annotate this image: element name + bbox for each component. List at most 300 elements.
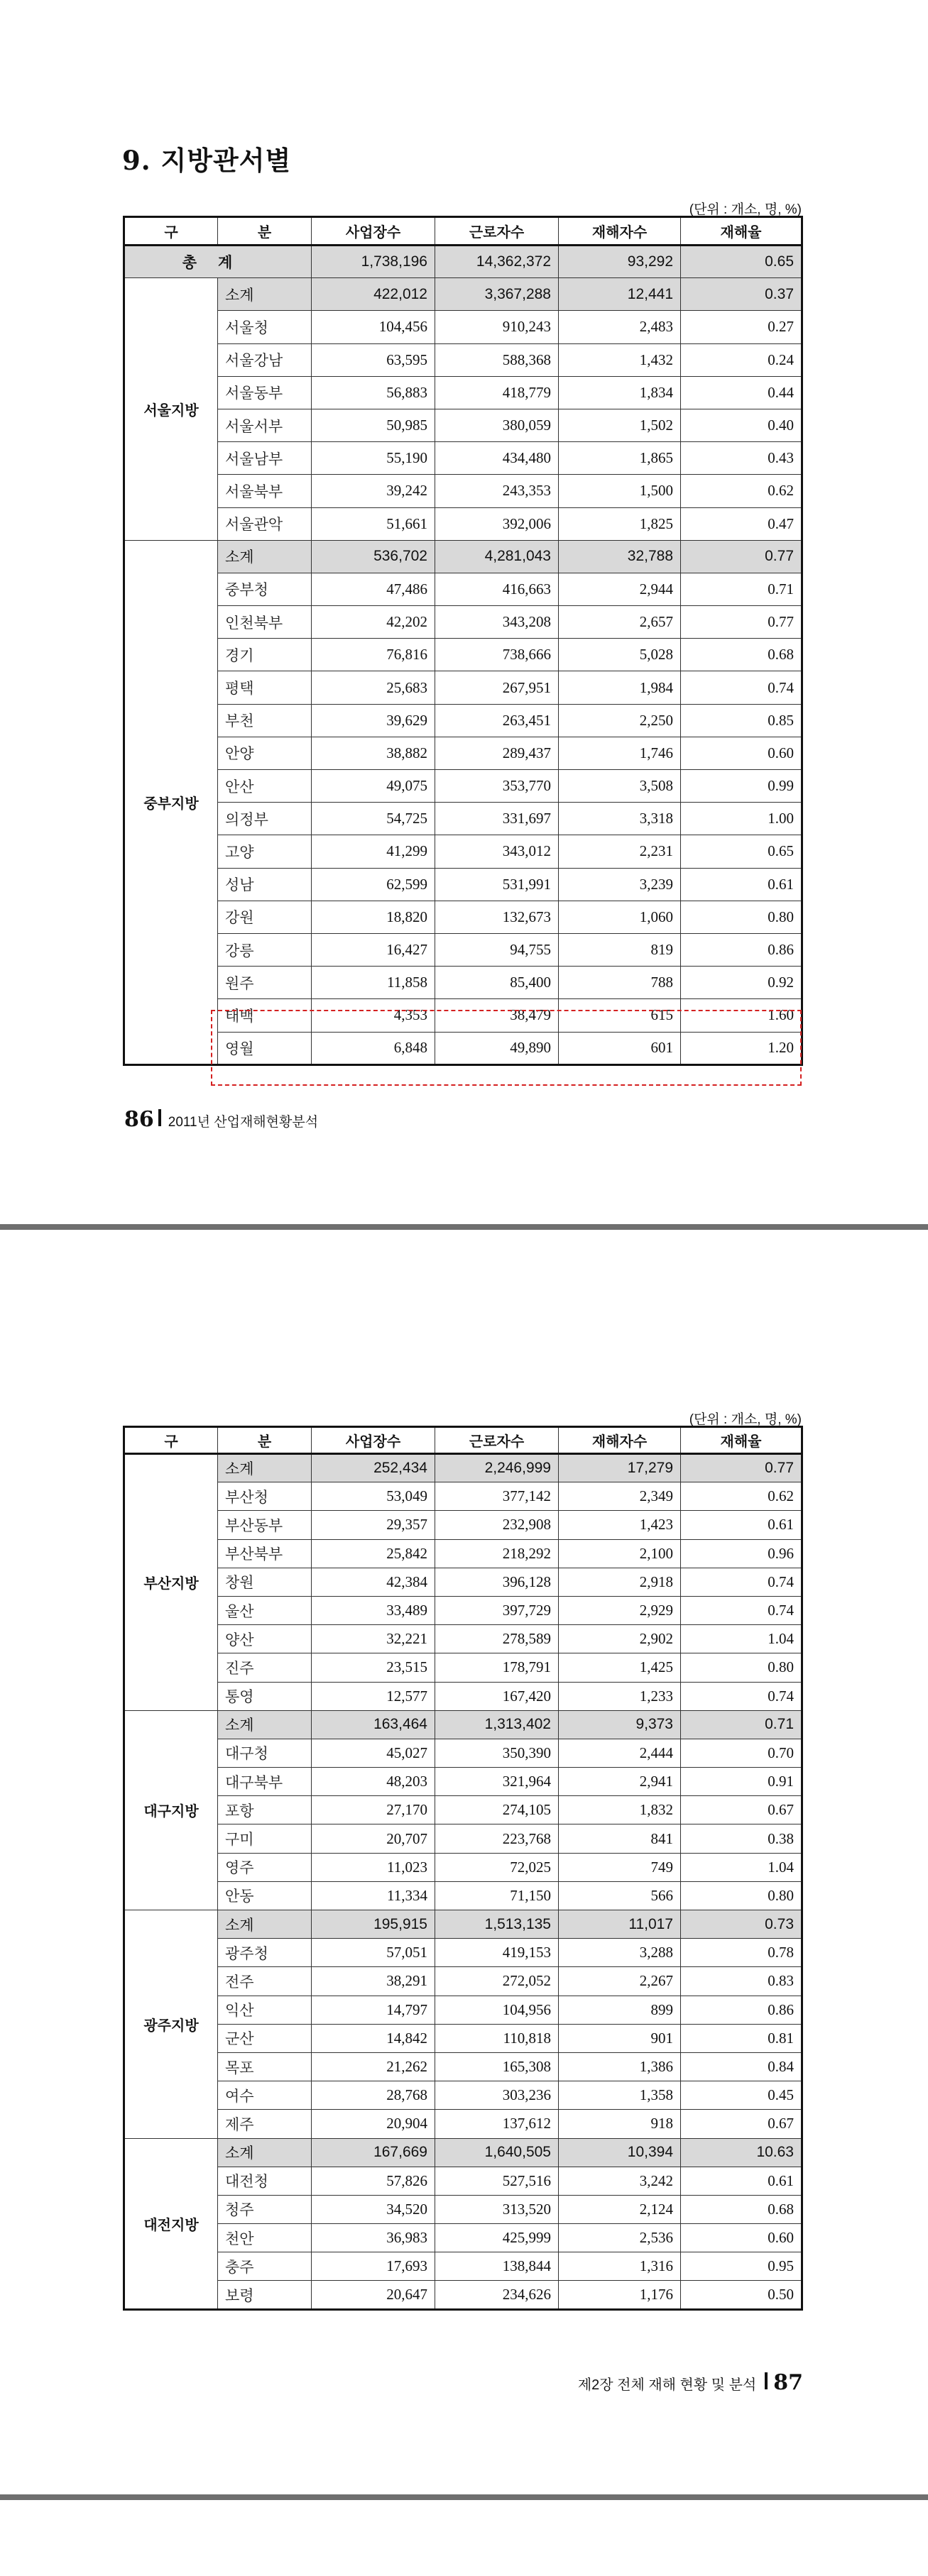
- workers-cell: 274,105: [435, 1796, 559, 1824]
- office-name: 목포: [218, 2052, 312, 2081]
- table-row: [124, 1682, 802, 1710]
- workers-cell: 343,208: [435, 606, 559, 639]
- injured-cell: 1,386: [559, 2052, 681, 2081]
- injury-rate-cell: 0.71: [681, 1710, 802, 1739]
- workplaces-cell: 14,842: [312, 2024, 435, 2052]
- table-row: [124, 507, 802, 540]
- total-row: [124, 246, 802, 278]
- injury-rate-cell: 0.91: [681, 1768, 802, 1796]
- workers-cell: 321,964: [435, 1768, 559, 1796]
- workers-cell: 234,626: [435, 2281, 559, 2309]
- workplaces-cell: 33,489: [312, 1596, 435, 1624]
- table-row: [124, 737, 802, 769]
- page-footer: [124, 1107, 318, 1132]
- injured-cell: 1,358: [559, 2081, 681, 2110]
- page-separator-bottom: [0, 2494, 928, 2500]
- subtotal-label: 소계: [218, 278, 312, 311]
- workers-cell: 3,367,288: [435, 278, 559, 311]
- workers-cell: 738,666: [435, 639, 559, 671]
- injury-rate-cell: 0.80: [681, 1653, 802, 1682]
- injured-cell: 9,373: [559, 1710, 681, 1739]
- office-name: 천안: [218, 2224, 312, 2252]
- injured-cell: 3,318: [559, 803, 681, 835]
- workplaces-cell: 167,669: [312, 2138, 435, 2167]
- workers-cell: 434,480: [435, 442, 559, 475]
- table-row: [124, 1511, 802, 1539]
- injured-cell: 17,279: [559, 1454, 681, 1482]
- injury-rate-cell: 0.84: [681, 2052, 802, 2081]
- injury-rate-cell: 0.62: [681, 475, 802, 507]
- workplaces-cell: 163,464: [312, 1710, 435, 1739]
- table-row: [124, 343, 802, 376]
- injury-rate-cell: 1.00: [681, 803, 802, 835]
- workplaces-cell: 41,299: [312, 835, 435, 868]
- workers-cell: 1,313,402: [435, 1710, 559, 1739]
- injured-cell: 2,100: [559, 1539, 681, 1568]
- table-row: [124, 770, 802, 803]
- workers-cell: 343,012: [435, 835, 559, 868]
- regional-office-table-87: [123, 1426, 803, 2311]
- workers-cell: 278,589: [435, 1625, 559, 1653]
- table-row: [124, 1768, 802, 1796]
- injury-rate-cell: 0.86: [681, 933, 802, 966]
- workplaces-cell: 20,647: [312, 2281, 435, 2309]
- table-row: [124, 376, 802, 409]
- injury-rate-cell: 0.92: [681, 967, 802, 999]
- workplaces-cell: 11,023: [312, 1853, 435, 1881]
- subtotal-row: [124, 1910, 802, 1939]
- injury-rate-cell: 0.74: [681, 1568, 802, 1596]
- subtotal-label: 소계: [218, 2138, 312, 2167]
- subtotal-label: 소계: [218, 540, 312, 573]
- workers-cell: 138,844: [435, 2252, 559, 2281]
- injured-cell: 2,231: [559, 835, 681, 868]
- workers-cell: 2,246,999: [435, 1454, 559, 1482]
- subtotal-row: [124, 540, 802, 573]
- table-row: [124, 573, 802, 605]
- workers-cell: 85,400: [435, 967, 559, 999]
- table-row: [124, 967, 802, 999]
- workplaces-cell: 49,075: [312, 770, 435, 803]
- injured-cell: 2,902: [559, 1625, 681, 1653]
- workplaces-cell: 54,725: [312, 803, 435, 835]
- office-name: 의정부: [218, 803, 312, 835]
- workers-cell: 178,791: [435, 1653, 559, 1682]
- office-name: 양산: [218, 1625, 312, 1653]
- injury-rate-cell: 0.74: [681, 1596, 802, 1624]
- workplaces-cell: 11,858: [312, 967, 435, 999]
- injured-cell: 5,028: [559, 639, 681, 671]
- subtotal-row: [124, 278, 802, 311]
- workers-cell: 272,052: [435, 1967, 559, 1996]
- injury-rate-cell: 0.60: [681, 2224, 802, 2252]
- injured-cell: 918: [559, 2110, 681, 2138]
- injured-cell: 10,394: [559, 2138, 681, 2167]
- injured-cell: 12,441: [559, 278, 681, 311]
- injury-rate-cell: 0.86: [681, 1996, 802, 2024]
- table-row: [124, 1853, 802, 1881]
- injury-rate-cell: 0.40: [681, 409, 802, 441]
- table-row: [124, 933, 802, 966]
- workers-cell: 110,818: [435, 2024, 559, 2052]
- injury-rate-cell: 0.65: [681, 246, 802, 278]
- workplaces-cell: 50,985: [312, 409, 435, 441]
- workplaces-cell: 17,693: [312, 2252, 435, 2281]
- workers-cell: 418,779: [435, 376, 559, 409]
- table-row: [124, 1796, 802, 1824]
- injured-cell: 1,984: [559, 671, 681, 704]
- office-name: 인천북부: [218, 606, 312, 639]
- office-name: 부산청: [218, 1482, 312, 1511]
- injured-cell: 11,017: [559, 1910, 681, 1939]
- workplaces-cell: 20,904: [312, 2110, 435, 2138]
- workplaces-cell: 39,242: [312, 475, 435, 507]
- subtotal-label: 소계: [218, 1910, 312, 1939]
- workplaces-cell: 20,707: [312, 1824, 435, 1853]
- workplaces-cell: 11,334: [312, 1881, 435, 1910]
- workers-cell: 232,908: [435, 1511, 559, 1539]
- office-name: 서울동부: [218, 376, 312, 409]
- injured-cell: 819: [559, 933, 681, 966]
- header-injured: 재해자수: [559, 217, 681, 246]
- table-row: [124, 1996, 802, 2024]
- injured-cell: 2,250: [559, 704, 681, 737]
- workers-cell: 331,697: [435, 803, 559, 835]
- table-row: [124, 1032, 802, 1064]
- workplaces-cell: 38,882: [312, 737, 435, 769]
- workers-cell: 137,612: [435, 2110, 559, 2138]
- workplaces-cell: 63,595: [312, 343, 435, 376]
- injury-rate-cell: 1.04: [681, 1853, 802, 1881]
- table-row: [124, 639, 802, 671]
- office-name: 광주청: [218, 1939, 312, 1967]
- office-name: 울산: [218, 1596, 312, 1624]
- footer-text: 제2장 전체 재해 현황 및 분석: [577, 2377, 757, 2393]
- injured-cell: 2,483: [559, 311, 681, 343]
- injury-rate-cell: 0.67: [681, 2110, 802, 2138]
- office-name: 평택: [218, 671, 312, 704]
- office-name: 제주: [218, 2110, 312, 2138]
- office-name: 부천: [218, 704, 312, 737]
- workers-cell: 419,153: [435, 1939, 559, 1967]
- injury-rate-cell: 0.67: [681, 1796, 802, 1824]
- workplaces-cell: 45,027: [312, 1739, 435, 1767]
- injured-cell: 3,288: [559, 1939, 681, 1967]
- table-row: [124, 409, 802, 441]
- injury-rate-cell: 0.70: [681, 1739, 802, 1767]
- workers-cell: 303,236: [435, 2081, 559, 2110]
- workers-cell: 588,368: [435, 343, 559, 376]
- workers-cell: 392,006: [435, 507, 559, 540]
- workplaces-cell: 422,012: [312, 278, 435, 311]
- table-row: [124, 311, 802, 343]
- subtotal-label: 소계: [218, 1710, 312, 1739]
- workers-cell: 1,513,135: [435, 1910, 559, 1939]
- table-row: [124, 2081, 802, 2110]
- workers-cell: 380,059: [435, 409, 559, 441]
- injury-rate-cell: 0.80: [681, 1881, 802, 1910]
- injured-cell: 1,423: [559, 1511, 681, 1539]
- office-name: 중부청: [218, 573, 312, 605]
- workplaces-cell: 4,353: [312, 999, 435, 1032]
- injury-rate-cell: 0.61: [681, 1511, 802, 1539]
- injury-rate-cell: 0.77: [681, 540, 802, 573]
- office-name: 여수: [218, 2081, 312, 2110]
- injured-cell: 2,536: [559, 2224, 681, 2252]
- injury-rate-cell: 0.74: [681, 1682, 802, 1710]
- workers-cell: 218,292: [435, 1539, 559, 1568]
- workplaces-cell: 48,203: [312, 1768, 435, 1796]
- injured-cell: 1,865: [559, 442, 681, 475]
- table-row: [124, 2110, 802, 2138]
- injury-rate-cell: 0.80: [681, 901, 802, 933]
- injured-cell: 841: [559, 1824, 681, 1853]
- unit-note: (단위 : 개소, 명, %): [689, 202, 802, 217]
- injured-cell: 2,944: [559, 573, 681, 605]
- office-name: 경기: [218, 639, 312, 671]
- workplaces-cell: 536,702: [312, 540, 435, 573]
- injured-cell: 566: [559, 1881, 681, 1910]
- injury-rate-cell: 1.60: [681, 999, 802, 1032]
- table-row: [124, 1824, 802, 1853]
- workers-cell: 263,451: [435, 704, 559, 737]
- workplaces-cell: 42,384: [312, 1568, 435, 1596]
- workplaces-cell: 55,190: [312, 442, 435, 475]
- office-name: 영월: [218, 1032, 312, 1064]
- total-label: 총계: [124, 246, 312, 278]
- workplaces-cell: 12,577: [312, 1682, 435, 1710]
- workers-cell: 267,951: [435, 671, 559, 704]
- injured-cell: 2,918: [559, 1568, 681, 1596]
- injured-cell: 615: [559, 999, 681, 1032]
- workplaces-cell: 28,768: [312, 2081, 435, 2110]
- injured-cell: 601: [559, 1032, 681, 1064]
- injured-cell: 2,267: [559, 1967, 681, 1996]
- header-injury-rate: 재해율: [681, 217, 802, 246]
- injured-cell: 1,746: [559, 737, 681, 769]
- workplaces-cell: 76,816: [312, 639, 435, 671]
- header-gu: 구: [124, 1427, 218, 1454]
- workers-cell: 72,025: [435, 1853, 559, 1881]
- office-name: 원주: [218, 967, 312, 999]
- injured-cell: 749: [559, 1853, 681, 1881]
- injury-rate-cell: 0.38: [681, 1824, 802, 1853]
- workplaces-cell: 23,515: [312, 1653, 435, 1682]
- office-name: 구미: [218, 1824, 312, 1853]
- injury-rate-cell: 0.45: [681, 2081, 802, 2110]
- office-name: 창원: [218, 1568, 312, 1596]
- workers-cell: 397,729: [435, 1596, 559, 1624]
- workplaces-cell: 47,486: [312, 573, 435, 605]
- table-row: [124, 901, 802, 933]
- workplaces-cell: 21,262: [312, 2052, 435, 2081]
- subtotal-row: [124, 1454, 802, 1482]
- injured-cell: 2,657: [559, 606, 681, 639]
- injury-rate-cell: 1.20: [681, 1032, 802, 1064]
- section-title: 9. 지방관서별: [122, 145, 292, 176]
- office-name: 안동: [218, 1881, 312, 1910]
- footer-text: 2011년 산업재해현황분석: [168, 1115, 319, 1130]
- table-row: [124, 606, 802, 639]
- workers-cell: 167,420: [435, 1682, 559, 1710]
- office-name: 태백: [218, 999, 312, 1032]
- header-bun: 분: [218, 217, 312, 246]
- injury-rate-cell: 0.71: [681, 573, 802, 605]
- office-name: 익산: [218, 1996, 312, 2024]
- workplaces-cell: 195,915: [312, 1910, 435, 1939]
- region-label: 대구지방: [124, 1710, 218, 1910]
- regional-office-table-86: [123, 216, 803, 1066]
- workplaces-cell: 25,683: [312, 671, 435, 704]
- table-row: [124, 2224, 802, 2252]
- table-row: [124, 2195, 802, 2223]
- workers-cell: 350,390: [435, 1739, 559, 1767]
- office-name: 강원: [218, 901, 312, 933]
- injured-cell: 1,060: [559, 901, 681, 933]
- footer-divider: [765, 2372, 768, 2389]
- subtotal-row: [124, 2138, 802, 2167]
- office-name: 대구청: [218, 1739, 312, 1767]
- workplaces-cell: 34,520: [312, 2195, 435, 2223]
- office-name: 고양: [218, 835, 312, 868]
- office-name: 서울관악: [218, 507, 312, 540]
- region-label: 광주지방: [124, 1910, 218, 2139]
- office-name: 보령: [218, 2281, 312, 2309]
- injured-cell: 788: [559, 967, 681, 999]
- injured-cell: 899: [559, 1996, 681, 2024]
- header-workers: 근로자수: [435, 1427, 559, 1454]
- injury-rate-cell: 0.37: [681, 278, 802, 311]
- office-name: 성남: [218, 868, 312, 901]
- header-injury-rate: 재해율: [681, 1427, 802, 1454]
- office-name: 서울남부: [218, 442, 312, 475]
- office-name: 안양: [218, 737, 312, 769]
- table-row: [124, 803, 802, 835]
- office-name: 전주: [218, 1967, 312, 1996]
- injured-cell: 2,941: [559, 1768, 681, 1796]
- table-row: [124, 1739, 802, 1767]
- workplaces-cell: 32,221: [312, 1625, 435, 1653]
- workers-cell: 38,479: [435, 999, 559, 1032]
- workplaces-cell: 252,434: [312, 1454, 435, 1482]
- office-name: 청주: [218, 2195, 312, 2223]
- table-row: [124, 1596, 802, 1624]
- workers-cell: 289,437: [435, 737, 559, 769]
- injured-cell: 901: [559, 2024, 681, 2052]
- office-name: 대구북부: [218, 1768, 312, 1796]
- injury-rate-cell: 0.61: [681, 2167, 802, 2195]
- workers-cell: 94,755: [435, 933, 559, 966]
- injury-rate-cell: 0.27: [681, 311, 802, 343]
- table-row: [124, 671, 802, 704]
- workplaces-cell: 42,202: [312, 606, 435, 639]
- injured-cell: 2,929: [559, 1596, 681, 1624]
- workplaces-cell: 16,427: [312, 933, 435, 966]
- injured-cell: 1,432: [559, 343, 681, 376]
- workplaces-cell: 104,456: [312, 311, 435, 343]
- office-name: 부산동부: [218, 1511, 312, 1539]
- workers-cell: 425,999: [435, 2224, 559, 2252]
- workers-cell: 1,640,505: [435, 2138, 559, 2167]
- footer-divider: [158, 1109, 161, 1126]
- office-name: 서울강남: [218, 343, 312, 376]
- injured-cell: 3,508: [559, 770, 681, 803]
- office-name: 부산북부: [218, 1539, 312, 1568]
- office-name: 군산: [218, 2024, 312, 2052]
- unit-note: (단위 : 개소, 명, %): [689, 1412, 802, 1427]
- page-number: 86: [124, 1107, 154, 1132]
- office-name: 영주: [218, 1853, 312, 1881]
- workplaces-cell: 53,049: [312, 1482, 435, 1511]
- page-87: [0, 1238, 928, 2491]
- injury-rate-cell: 0.61: [681, 868, 802, 901]
- injured-cell: 1,825: [559, 507, 681, 540]
- office-name: 대전청: [218, 2167, 312, 2195]
- workplaces-cell: 27,170: [312, 1796, 435, 1824]
- workplaces-cell: 14,797: [312, 1996, 435, 2024]
- workers-cell: 396,128: [435, 1568, 559, 1596]
- workers-cell: 527,516: [435, 2167, 559, 2195]
- injury-rate-cell: 0.65: [681, 835, 802, 868]
- page-footer: [578, 2370, 803, 2395]
- workers-cell: 104,956: [435, 1996, 559, 2024]
- table-row: [124, 868, 802, 901]
- table-row: [124, 1653, 802, 1682]
- office-name: 안산: [218, 770, 312, 803]
- region-label: 부산지방: [124, 1454, 218, 1711]
- table-row: [124, 2024, 802, 2052]
- table-row: [124, 704, 802, 737]
- injured-cell: 1,502: [559, 409, 681, 441]
- region-label: 서울지방: [124, 278, 218, 541]
- injury-rate-cell: 1.04: [681, 1625, 802, 1653]
- injury-rate-cell: 0.77: [681, 606, 802, 639]
- table-row: [124, 835, 802, 868]
- table-row: [124, 1967, 802, 1996]
- office-name: 서울서부: [218, 409, 312, 441]
- header-workers: 근로자수: [435, 217, 559, 246]
- table-row: [124, 2052, 802, 2081]
- office-name: 서울청: [218, 311, 312, 343]
- table-row: [124, 442, 802, 475]
- workplaces-cell: 51,661: [312, 507, 435, 540]
- page-number: 87: [773, 2370, 803, 2395]
- injured-cell: 3,242: [559, 2167, 681, 2195]
- workplaces-cell: 29,357: [312, 1511, 435, 1539]
- workplaces-cell: 38,291: [312, 1967, 435, 1996]
- injury-rate-cell: 0.24: [681, 343, 802, 376]
- injury-rate-cell: 0.43: [681, 442, 802, 475]
- table-row: [124, 1625, 802, 1653]
- office-name: 강릉: [218, 933, 312, 966]
- injury-rate-cell: 0.99: [681, 770, 802, 803]
- workers-cell: 243,353: [435, 475, 559, 507]
- injury-rate-cell: 0.68: [681, 639, 802, 671]
- injury-rate-cell: 0.81: [681, 2024, 802, 2052]
- workplaces-cell: 56,883: [312, 376, 435, 409]
- workplaces-cell: 57,826: [312, 2167, 435, 2195]
- injury-rate-cell: 0.85: [681, 704, 802, 737]
- table-row: [124, 1482, 802, 1511]
- region-label: 대전지방: [124, 2138, 218, 2309]
- workplaces-cell: 57,051: [312, 1939, 435, 1967]
- workplaces-cell: 39,629: [312, 704, 435, 737]
- page-86: [0, 0, 928, 1228]
- table-row: [124, 999, 802, 1032]
- injury-rate-cell: 0.50: [681, 2281, 802, 2309]
- header-workplaces: 사업장수: [312, 1427, 435, 1454]
- office-name: 통영: [218, 1682, 312, 1710]
